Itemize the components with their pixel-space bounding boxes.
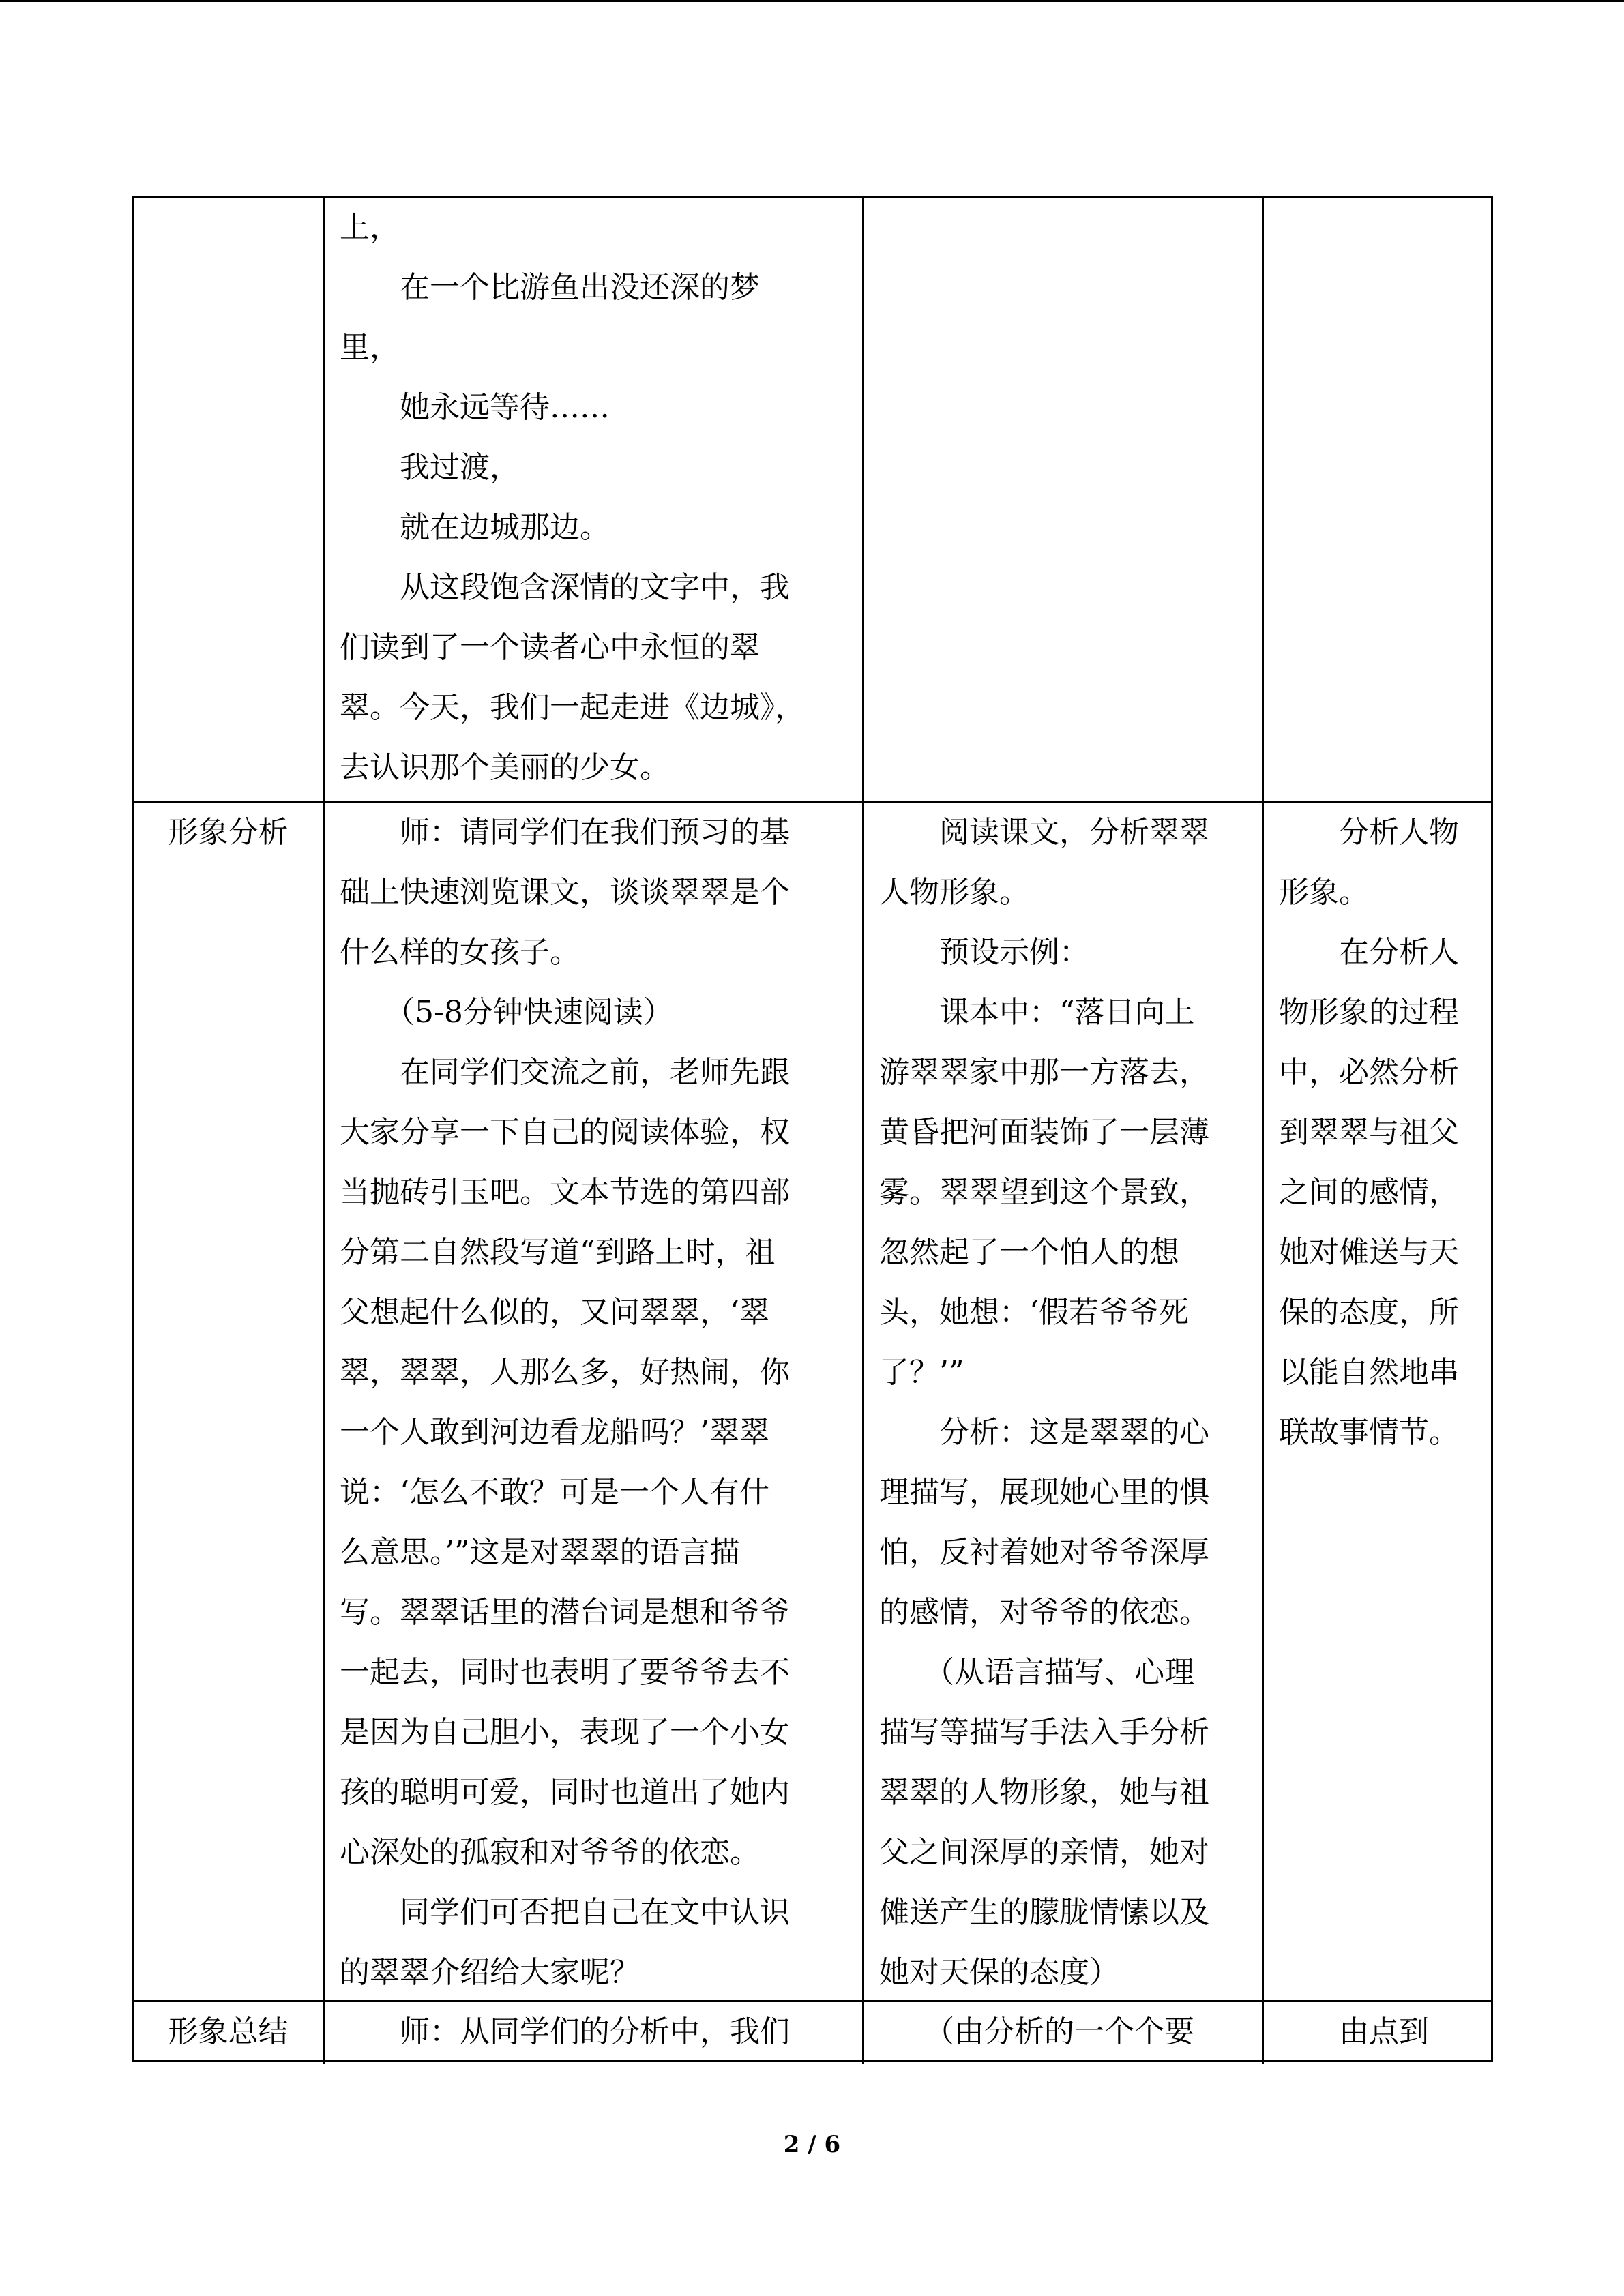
teacher-activity-cell bbox=[323, 2002, 862, 2064]
table-row bbox=[134, 801, 1491, 2002]
text-line: 当抛砖引玉吧。文本节选的第四部 bbox=[340, 1175, 790, 1210]
design-intent-cell bbox=[1262, 198, 1493, 801]
text-line: 以能自然地串 bbox=[1279, 1355, 1459, 1390]
text-line: 础上快速浏览课文，谈谈翠翠是个 bbox=[340, 875, 790, 910]
text-line: 了？’” bbox=[879, 1355, 964, 1390]
text-line: 孩的聪明可爱，同时也道出了她内 bbox=[340, 1775, 790, 1810]
text-line: 什么样的女孩子。 bbox=[340, 935, 580, 970]
table-row bbox=[134, 198, 1491, 801]
teacher-activity-cell bbox=[323, 803, 862, 2002]
student-activity-cell bbox=[862, 803, 1262, 2002]
text-line: 就在边城那边。 bbox=[340, 510, 610, 545]
stage-label: 形象分析 bbox=[168, 815, 289, 850]
text-line: 写。翠翠话里的潜台词是想和爷爷 bbox=[340, 1595, 790, 1630]
text-line: 阅读课文，分析翠翠 bbox=[879, 815, 1209, 850]
text-line: 一个人敢到河边看龙船吗？’翠翠 bbox=[340, 1415, 769, 1450]
text-line: （由分析的一个个要 bbox=[879, 2014, 1194, 2049]
table-row bbox=[134, 2000, 1491, 2064]
stage-label bbox=[134, 198, 323, 258]
text-line: （5-8分钟快速阅读） bbox=[340, 995, 673, 1030]
text-line: 从这段饱含深情的文字中，我 bbox=[340, 570, 790, 605]
text-line: 师：请同学们在我们预习的基 bbox=[340, 815, 790, 850]
text-line: 分析人物 bbox=[1279, 815, 1459, 850]
text-line: 翠翠的人物形象，她与祖 bbox=[879, 1775, 1209, 1810]
text-line: 课本中：“落日向上 bbox=[879, 995, 1195, 1030]
text-line: 怕，反衬着她对爷爷深厚 bbox=[879, 1535, 1209, 1570]
text-line: 她永远等待…… bbox=[340, 390, 610, 425]
student-activity-cell bbox=[862, 2002, 1262, 2064]
text-line: 傩送产生的朦胧情愫以及 bbox=[879, 1895, 1209, 1930]
text-line: 翠。今天，我们一起走进《边城》， bbox=[340, 690, 805, 725]
design-intent-cell bbox=[1262, 803, 1493, 2002]
page-number: 2 / 6 bbox=[783, 2131, 841, 2158]
text-line: 么意思。’”这是对翠翠的语言描 bbox=[340, 1535, 740, 1570]
text-line: 分第二自然段写道“到路上时，祖 bbox=[340, 1235, 776, 1270]
teacher-activity-cell bbox=[323, 198, 862, 801]
text-line: 翠，翠翠，人那么多，好热闹，你 bbox=[340, 1355, 790, 1390]
text-line: 我过渡， bbox=[340, 450, 520, 485]
text-line: 上， bbox=[340, 210, 400, 245]
text-line: 形象。 bbox=[1279, 875, 1369, 910]
student-activity-cell bbox=[862, 198, 1262, 801]
text-line: 一起去，同时也表明了要爷爷去不 bbox=[340, 1655, 790, 1690]
text-line: 她对傩送与天 bbox=[1279, 1235, 1459, 1270]
text-line: 保的态度，所 bbox=[1279, 1295, 1459, 1330]
text-line: 由点到 bbox=[1279, 2014, 1429, 2049]
text-line: 的感情，对爷爷的依恋。 bbox=[879, 1595, 1209, 1630]
text-line: 雾。翠翠望到这个景致， bbox=[879, 1175, 1209, 1210]
text-line: 在分析人 bbox=[1279, 935, 1459, 970]
text-line: 心深处的孤寂和对爷爷的依恋。 bbox=[340, 1835, 760, 1870]
design-intent-cell bbox=[1262, 2002, 1493, 2064]
text-line: 里， bbox=[340, 330, 400, 365]
text-line: 父想起什么似的，又问翠翠，‘翠 bbox=[340, 1295, 769, 1330]
text-line: 游翠翠家中那一方落去， bbox=[879, 1055, 1209, 1090]
text-line: 物形象的过程 bbox=[1279, 995, 1459, 1030]
top-border-line bbox=[0, 0, 1624, 2]
stage-cell bbox=[134, 803, 323, 2002]
text-line: 到翠翠与祖父 bbox=[1279, 1115, 1459, 1150]
text-line: 之间的感情， bbox=[1279, 1175, 1459, 1210]
text-line: 联故事情节。 bbox=[1279, 1415, 1459, 1450]
text-line: 同学们可否把自己在文中认识 bbox=[340, 1895, 790, 1930]
stage-label: 形象总结 bbox=[168, 2014, 289, 2049]
stage-cell bbox=[134, 198, 323, 801]
text-line: 师：从同学们的分析中，我们 bbox=[340, 2014, 790, 2049]
text-line: 她对天保的态度） bbox=[879, 1955, 1119, 1990]
text-line: 的翠翠介绍给大家呢？ bbox=[340, 1955, 640, 1990]
text-line: 忽然起了一个怕人的想 bbox=[879, 1235, 1179, 1270]
text-line: 中，必然分析 bbox=[1279, 1055, 1459, 1090]
text-line: 人物形象。 bbox=[879, 875, 1029, 910]
text-line: 说：‘怎么不敢？可是一个人有什 bbox=[340, 1475, 769, 1510]
text-line: 是因为自己胆小，表现了一个小女 bbox=[340, 1715, 790, 1750]
text-line: 预设示例： bbox=[879, 935, 1089, 970]
text-line: 大家分享一下自己的阅读体验，权 bbox=[340, 1115, 790, 1150]
text-line: 在一个比游鱼出没还深的梦 bbox=[340, 270, 760, 305]
text-line: 黄昏把河面装饰了一层薄 bbox=[879, 1115, 1209, 1150]
text-line: 去认识那个美丽的少女。 bbox=[340, 750, 670, 785]
text-line: 描写等描写手法入手分析 bbox=[879, 1715, 1209, 1750]
text-line: （从语言描写、心理 bbox=[879, 1655, 1194, 1690]
text-line: 理描写，展现她心里的惧 bbox=[879, 1475, 1209, 1510]
stage-cell bbox=[134, 2002, 323, 2064]
text-line: 头，她想：‘假若爷爷死 bbox=[879, 1295, 1189, 1330]
text-line: 们读到了一个读者心中永恒的翠 bbox=[340, 630, 760, 665]
text-line: 分析：这是翠翠的心 bbox=[879, 1415, 1209, 1450]
text-line: 父之间深厚的亲情，她对 bbox=[879, 1835, 1209, 1870]
text-line: 在同学们交流之前，老师先跟 bbox=[340, 1055, 790, 1090]
lesson-plan-table bbox=[132, 196, 1493, 2062]
